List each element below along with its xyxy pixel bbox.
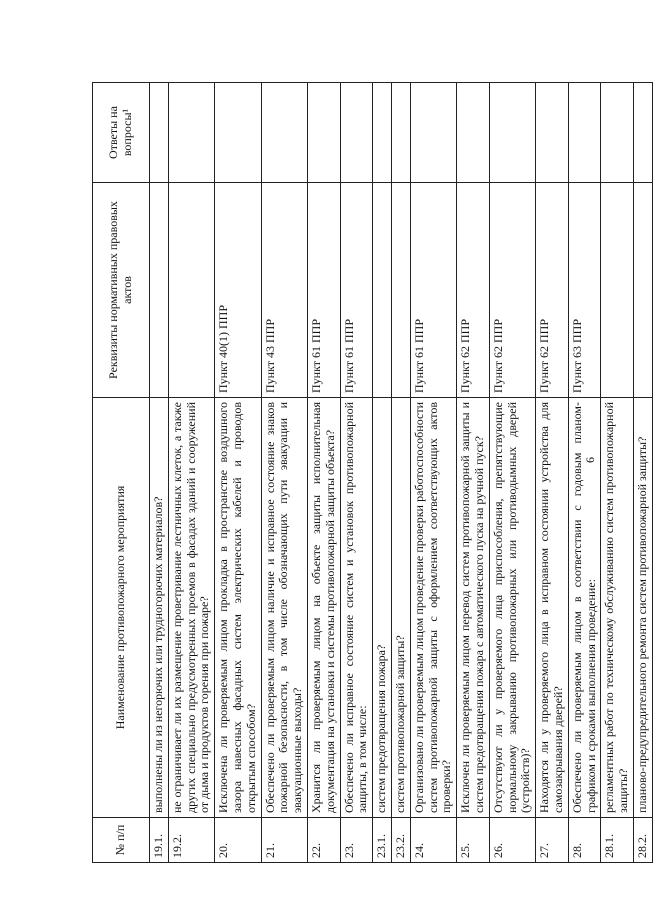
row-answer bbox=[307, 83, 340, 183]
checklist-table bbox=[92, 82, 653, 863]
row-reference bbox=[168, 183, 214, 398]
table-row bbox=[215, 83, 261, 863]
table-row bbox=[536, 83, 569, 863]
header-answers: Ответы на вопросы¹ bbox=[93, 83, 150, 183]
page-number: 6 bbox=[583, 457, 597, 463]
row-number: 22. bbox=[307, 818, 340, 863]
row-reference: Пункт 40(1) ППР bbox=[215, 183, 261, 398]
row-reference bbox=[391, 183, 410, 398]
row-answer bbox=[373, 83, 392, 183]
row-number: 25. bbox=[457, 818, 490, 863]
row-reference: Пункт 62 ППР bbox=[489, 183, 535, 398]
table-row bbox=[457, 83, 490, 863]
row-text: Обеспечено ли проверяемым лицом в соответствии с годовым планом-графиком и сроками выполнения проведение: bbox=[568, 398, 601, 818]
row-text: Обеспечено ли исправное состояние систем и установок противопожарной защиты, в том числе: bbox=[340, 398, 373, 818]
table-row bbox=[373, 83, 392, 863]
row-answer bbox=[340, 83, 373, 183]
row-text: выполнены ли из негорючих или трудногорючих материалов? bbox=[150, 398, 169, 818]
row-number: 23. bbox=[340, 818, 373, 863]
row-text: Организовано ли проверяемым лицом проведение проверки работоспособности систем противопожарной защиты с оформлением соответствующих актов проверки? bbox=[410, 398, 456, 818]
row-number: 28. bbox=[568, 818, 601, 863]
row-answer bbox=[489, 83, 535, 183]
row-reference bbox=[373, 183, 392, 398]
row-reference: Пункт 62 ППР bbox=[536, 183, 569, 398]
header-row bbox=[93, 83, 150, 863]
row-reference: Пункт 43 ППР bbox=[261, 183, 307, 398]
table-row bbox=[601, 83, 634, 863]
table-row bbox=[391, 83, 410, 863]
table-row bbox=[410, 83, 456, 863]
row-number: 19.1. bbox=[150, 818, 169, 863]
row-answer bbox=[410, 83, 456, 183]
row-answer bbox=[168, 83, 214, 183]
row-text: Хранится ли проверяемым лицом на объекте защиты исполнительная документация на установки и системы противопожарной защиты объекта? bbox=[307, 398, 340, 818]
row-reference: Пункт 61 ППР bbox=[307, 183, 340, 398]
row-text: Исключена ли проверяемым лицом прокладка в пространстве воздушного зазора навесных фасадных систем электрических кабелей и проводов открытым способом? bbox=[215, 398, 261, 818]
row-reference bbox=[601, 183, 634, 398]
row-number: 24. bbox=[410, 818, 456, 863]
row-answer bbox=[536, 83, 569, 183]
row-number: 23.1. bbox=[373, 818, 392, 863]
row-number: 19.2. bbox=[168, 818, 214, 863]
table-row bbox=[307, 83, 340, 863]
row-answer bbox=[568, 83, 601, 183]
table-row bbox=[261, 83, 307, 863]
row-answer bbox=[391, 83, 410, 183]
table-row bbox=[150, 83, 169, 863]
table-row bbox=[340, 83, 373, 863]
row-answer bbox=[633, 83, 652, 183]
row-number: 20. bbox=[215, 818, 261, 863]
row-reference: Пункт 61 ППР bbox=[410, 183, 456, 398]
row-number: 26. bbox=[489, 818, 535, 863]
row-answer bbox=[215, 83, 261, 183]
row-text: Отсутствуют ли у проверяемого лица приспособления, препятствующие нормальному закрыванию противопожарных или противодымных дверей (устройств)? bbox=[489, 398, 535, 818]
row-text: регламентных работ по техническому обслуживанию систем противопожарной защиты? bbox=[601, 398, 634, 818]
row-number: 27. bbox=[536, 818, 569, 863]
row-text: систем противопожарной защиты? bbox=[391, 398, 410, 818]
table-row bbox=[568, 83, 601, 863]
row-text: Исключен ли проверяемым лицом перевод систем противопожарной защиты и систем предотвращения пожара с автоматического пуска на ручной пуск? bbox=[457, 398, 490, 818]
row-answer bbox=[601, 83, 634, 183]
row-reference bbox=[633, 183, 652, 398]
row-answer bbox=[261, 83, 307, 183]
row-reference: Пункт 61 ППР bbox=[340, 183, 373, 398]
row-text: планово-предупредительного ремонта систем противопожарной защиты? bbox=[633, 398, 652, 818]
row-answer bbox=[457, 83, 490, 183]
row-text: Находятся ли у проверяемого лица в исправном состоянии устройства для самозакрывания дверей? bbox=[536, 398, 569, 818]
table-row bbox=[168, 83, 214, 863]
row-number: 28.1. bbox=[601, 818, 634, 863]
row-number: 28.2. bbox=[633, 818, 652, 863]
header-num: № п/п bbox=[93, 818, 150, 863]
row-text: систем предотвращения пожара? bbox=[373, 398, 392, 818]
row-answer bbox=[150, 83, 169, 183]
table-row bbox=[489, 83, 535, 863]
header-requisites: Реквизиты нормативных правовых актов bbox=[93, 183, 150, 398]
row-reference: Пункт 62 ППР bbox=[457, 183, 490, 398]
table-row bbox=[633, 83, 652, 863]
row-text: Обеспечено ли проверяемым лицом наличие и исправное состояние знаков пожарной безопасности, в том числе обозначающих пути эвакуации и эвакуационные выходы? bbox=[261, 398, 307, 818]
row-number: 21. bbox=[261, 818, 307, 863]
header-name: Наименование противопожарного мероприятия bbox=[93, 398, 150, 818]
row-number: 23.2. bbox=[391, 818, 410, 863]
row-reference: Пункт 63 ППР bbox=[568, 183, 601, 398]
row-reference bbox=[150, 183, 169, 398]
row-text: не ограничивает ли их размещение проветривание лестничных клеток, а также других специально предусмотренных проемов в фасадах зданий и сооружений от дыма и продуктов горения при пожаре? bbox=[168, 398, 214, 818]
